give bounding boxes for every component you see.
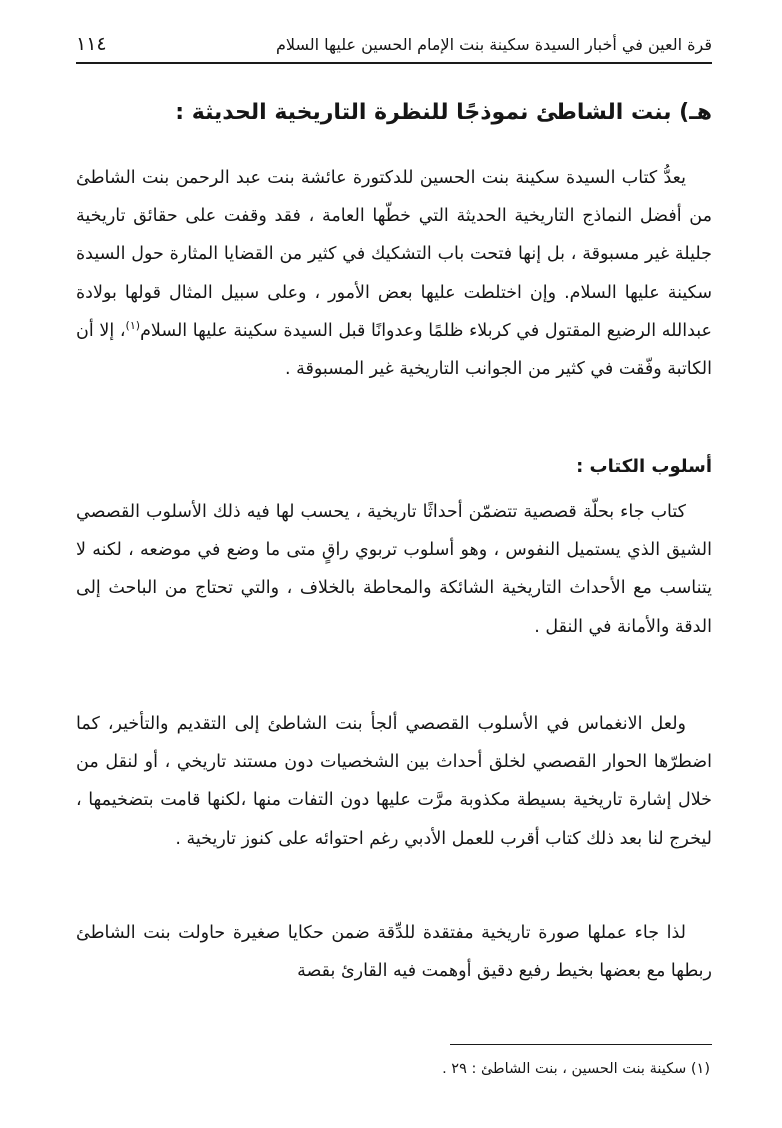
section-heading: هـ) بنت الشاطئ نموذجًا للنظرة التاريخية الحديثة : [175,100,712,125]
paragraph-3: ولعل الانغماس في الأسلوب القصصي ألجأ بنت الشاطئ إلى التقديم والتأخير، كما اضطرّها الحوار القصصي لخلق أحداث بين الشخصيات دون مستند تاريخي ، أو لنقل من خلال إشارة تاريخية بسيطة مكذوبة مرَّت عليها دون التفات منها ،لكنها قامت بتضخيمها ، ليخرج لنا بعد ذلك كتاب أقرب للعمل الأدبي رغم احتوائه على كنوز تاريخية . [76,714,712,849]
paragraph-4: لذا جاء عملها صورة تاريخية مفتقدة للدِّقة ضمن حكايا صغيرة حاولت بنت الشاطئ ربطها مع بعضها بخيط رفيع دقيق أوهمت فيه القارئ بقصة [76,923,712,982]
page-number: ١١٤ [76,33,107,55]
header-title: قرة العين في أخبار السيدة سكينة بنت الإمام الحسين عليها السلام [275,34,712,54]
header-rule [76,62,712,64]
paragraph-1-text: يعدُّ كتاب السيدة سكينة بنت الحسين للدكتورة عائشة بنت عبد الرحمن بنت الشاطئ من أفضل النماذج التاريخية الحديثة التي خطّها العامة ، فقد وقفت على حقائق تاريخية جليلة غير مسبوقة ، بل إنها فتحت باب التشكيك في كثير من القضايا المثارة حول السيدة سكينة عليها السلام. وإن اختلطت عليها بعض الأمور ، وعلى سبيل المثال قولها بولادة عبدالله الرضيع المقتول في كربلاء ظلمًا وعدوانًا قبل السيدة سكينة عليها السلام [76,168,712,341]
paragraph-1 [76,159,712,388]
paragraph-1-text-continued: ، إلا أن الكاتبة وفّقت في كثير من الجوانب التاريخية غير المسبوقة . [76,320,712,380]
subheading-style: أسلوب الكتاب : [576,456,712,477]
footnote: (١) سكينة بنت الحسين ، بنت الشاطئ : ٢٩ . [442,1061,710,1077]
running-header [76,30,712,58]
footnote-rule [450,1044,712,1045]
paragraph-2: كتاب جاء بحلّة قصصية تتضمّن أحداثًا تاريخية ، يحسب لها فيه ذلك الأسلوب القصصي الشيق الذي يستميل النفوس ، وهو أسلوب تربوي راقٍ متى ما وضع في موضعه ، لكنه لا يتناسب مع الأحداث التاريخية الشائكة والمحاطة بالخلاف ، والتي تحتاج من الباحث إلى الدقة والأمانة في النقل . [76,502,712,637]
footnote-reference[interactable]: (١) [125,318,141,332]
